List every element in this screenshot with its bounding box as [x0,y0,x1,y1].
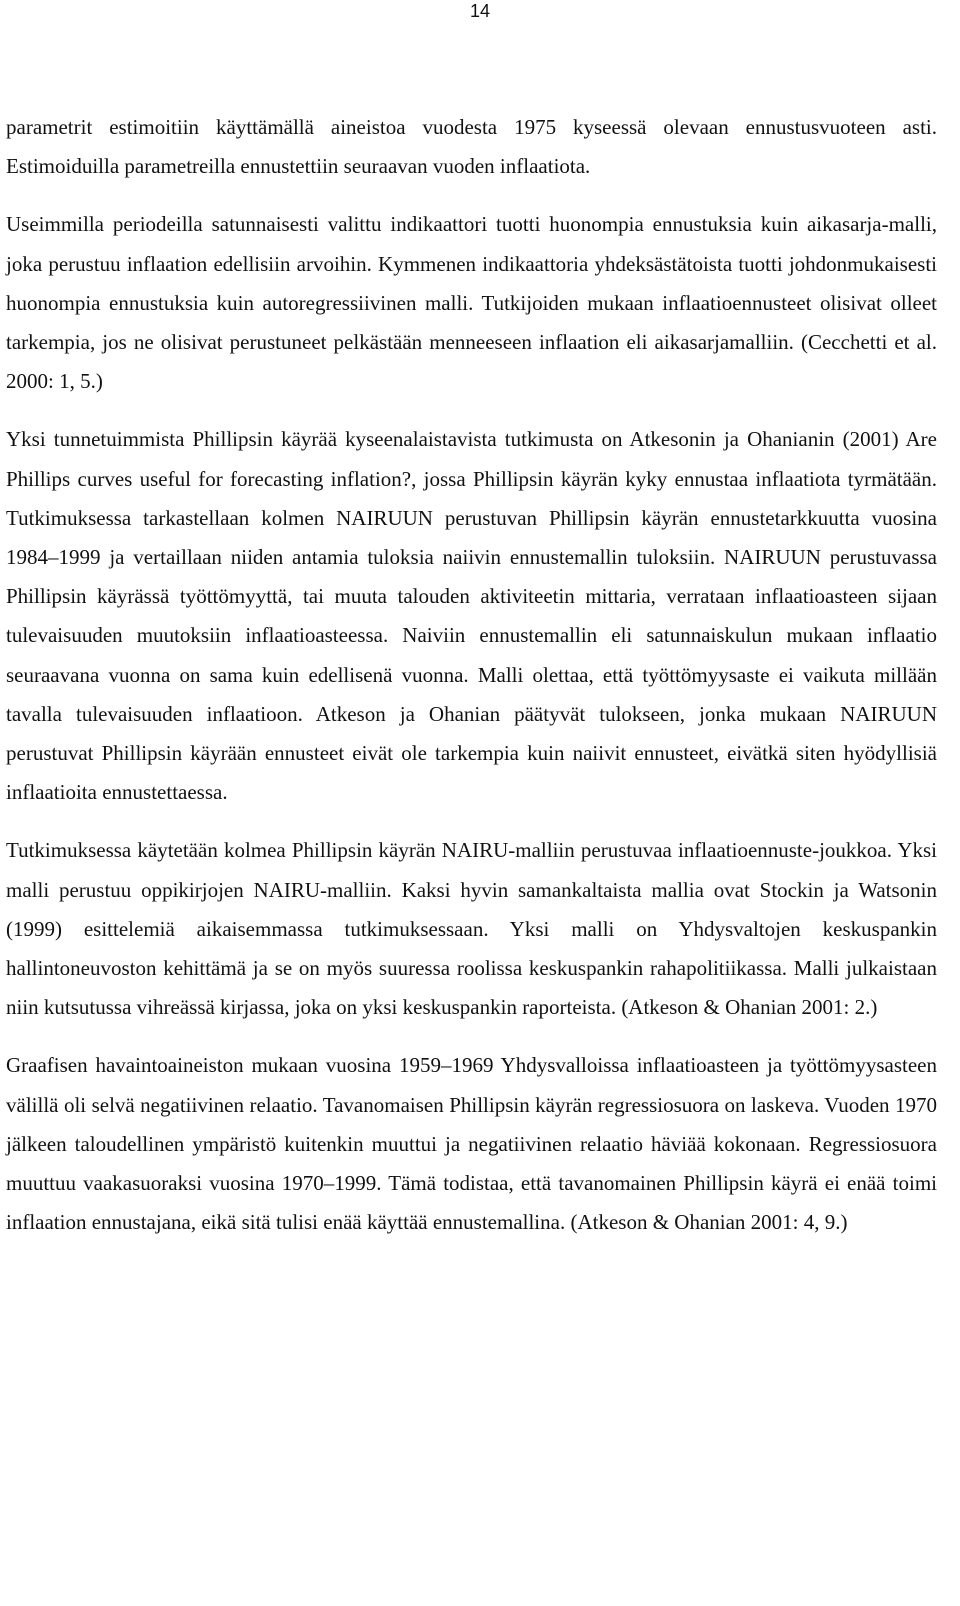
paragraph-atkeson-ohanian: Yksi tunnetuimmista Phillipsin käyrää kyseenalaistavista tutkimusta on Atkesonin ja Ohanianin (2001) Are Phillips curves useful for forecasting inflation?, jossa Phillipsin käyrän kyky ennustaa inflaatiota tyrmätään. Tutkimuksessa tarkastellaan kolmen NAIRUUN perustuvan Phillipsin käyrän ennustetarkkuutta vuosina 1984–1999 ja vertaillaan niiden antamia tuloksia naiivin ennustemallin tuloksiin. NAIRUUN perustuvassa Phillipsin käyrässä työttömyyttä, tai muuta talouden aktiviteetin mittaria, verrataan inflaatioasteen sijaan tulevaisuuden muutoksiin inflaatioasteessa. Naiviin ennustemallin eli satunnaiskulun mukaan inflaatio seuraavana vuonna on sama kuin edellisenä vuonna. Malli olettaa, että työttömyysaste ei vaikuta millään tavalla tulevaisuuden inflaatioon. Atkeson ja Ohanian päätyvät tulokseen, jonka mukaan NAIRUUN perustuvat Phillipsin käyrään ennusteet eivät ole tarkempia kuin naiivit ennusteet, eivätkä siten hyödyllisiä inflaatioita ennustettaessa. [6,427,937,805]
paragraph-indicator-results: Useimmilla periodeilla satunnaisesti valittu indikaattori tuotti huonompia ennustuksia kuin aikasarja-malli, joka perustuu inflaation edellisiin arvoihin. Kymmenen indikaattoria yhdeksästätoista tuotti johdonmukaisesti huonompia ennustuksia kuin autoregressiivinen malli. Tutkijoiden mukaan inflaatioennusteet olisivat olleet tarkempia, jos ne olisivat perustuneet pelkästään menneeseen inflaation eli aikasarjamalliin. (Cecchetti et al. 2000: 1, 5.) [6,212,937,394]
document-body [6,108,937,1261]
page-number: 14 [469,1,491,21]
paragraph-graphical-evidence: Graafisen havaintoaineiston mukaan vuosina 1959–1969 Yhdysvalloissa inflaatioasteen ja työttömyysasteen välillä oli selvä negatiivinen relaatio. Tavanomaisen Phillipsin käyrän regressiosuora on laskeva. Vuoden 1970 jälkeen taloudellinen ympäristö kuitenkin muuttui ja negatiivinen relaatio häviää kokonaan. Regressiosuora muuttuu vaakasuoraksi vuosina 1970–1999. Tämä todistaa, että tavanomainen Phillipsin käyrä ei enää toimi inflaation ennustajana, eikä sitä tulisi enää käyttää ennustemallina. (Atkeson & Ohanian 2001: 4, 9.) [6,1053,937,1235]
paragraph-forecast-method: parametrit estimoitiin käyttämällä aineistoa vuodesta 1975 kyseessä olevaan ennustusvuoteen asti. Estimoiduilla parametreilla ennustettiin seuraavan vuoden inflaatiota. [6,115,937,179]
paragraph-nairu-models: Tutkimuksessa käytetään kolmea Phillipsin käyrän NAIRU-malliin perustuvaa inflaatioennuste-joukkoa. Yksi malli perustuu oppikirjojen NAIRU-malliin. Kaksi hyvin samankaltaista mallia ovat Stockin ja Watsonin (1999) esittelemiä aikaisemmassa tutkimuksessaan. Yksi malli on Yhdysvaltojen keskuspankin hallintoneuvoston kehittämä ja se on myös suuressa roolissa keskuspankin rahapolitiikassa. Malli julkaistaan niin kutsutussa vihreässä kirjassa, joka on yksi keskuspankin raporteista. (Atkeson & Ohanian 2001: 2.) [6,838,937,1020]
